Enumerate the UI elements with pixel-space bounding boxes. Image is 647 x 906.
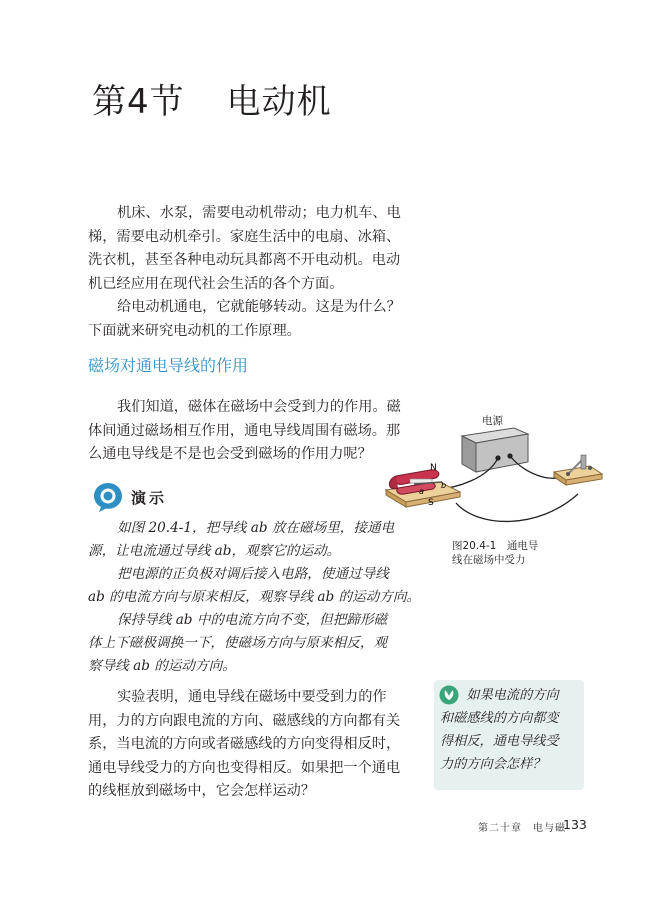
- section-title: [92, 74, 332, 123]
- subheading: 磁场对通电导线的作用: [88, 356, 249, 375]
- section-number: 第4节: [92, 82, 185, 122]
- text-line: 给电动机通电，它就能够转动。这是为什么？: [117, 299, 401, 315]
- caption-line: 线在磁场中受力: [452, 554, 526, 566]
- text-line: 力的方向会怎样？: [440, 757, 546, 772]
- text-line: 的线框放到磁场中，它会怎样运动？: [88, 783, 316, 800]
- text-line: 梯，需要电动机牵引。家庭生活中的电扇、冰箱、: [88, 228, 401, 245]
- caption-line: 图20.4-1 通电导: [452, 540, 539, 552]
- text-line: 机已经应用在现代社会生活的各个方面。: [88, 275, 344, 292]
- text-line: 我们知道，磁体在磁场中会受到力的作用。磁: [117, 399, 401, 415]
- text-line: 洗衣机，甚至各种电动玩具都离不开电动机。电动: [88, 252, 401, 269]
- demo-title: 演示: [131, 489, 168, 507]
- text-line: ab 的电流方向与原来相反，观察导线 ab 的运动方向。: [88, 589, 421, 605]
- text-line: 体间通过磁场相互作用，通电导线周围有磁场。那: [88, 422, 401, 439]
- wire: [456, 494, 578, 521]
- text-line: 如果电流的方向: [440, 688, 559, 703]
- text-line: 机床、水泵，需要电动机带动；电力机车、电: [117, 205, 401, 221]
- power-supply: [462, 428, 528, 472]
- intro-paragraph-2: [88, 296, 424, 343]
- text-line: 和磁感线的方向都变: [440, 711, 559, 726]
- page-number: 133: [563, 817, 587, 832]
- power-label: 电源: [482, 415, 503, 427]
- body-paragraph-2: [88, 686, 424, 804]
- text-line: 察导线 ab 的运动方向。: [88, 658, 236, 674]
- demo-paragraph-2: [88, 563, 422, 609]
- text-line: 把电源的正负极对调后接入电路，使通过导线: [117, 566, 389, 582]
- text-line: 通电导线受力的方向也变得相反。如果把一个通电: [88, 759, 401, 776]
- text-line: 用，力的方向跟电流的方向、磁感线的方向都有关: [88, 712, 401, 729]
- think-question: [440, 684, 580, 776]
- intro-paragraph-1: [88, 202, 424, 296]
- figure-caption: [452, 539, 538, 567]
- text-line: 得相反，通电导线受: [440, 734, 559, 749]
- text-line: 体上下磁极调换一下，使磁场方向与原来相反，观: [88, 635, 388, 651]
- text-line: 实验表明，通电导线在磁场中要受到力的作: [117, 689, 387, 705]
- text-line: 如图 20.4-1，把导线 ab 放在磁场里，接通电: [117, 520, 395, 536]
- body-paragraph-1: [88, 396, 424, 467]
- demo-paragraph-3: [88, 609, 422, 678]
- pole-n-label: N: [430, 463, 437, 473]
- demo-speech-bubble-icon: [92, 481, 124, 513]
- footer-chapter: 第二十章 电与磁: [478, 823, 566, 834]
- demo-paragraph-1: [88, 517, 422, 563]
- text-line: 源，让电流通过导线 ab，观察它的运动。: [88, 543, 341, 559]
- switch: [554, 455, 602, 485]
- figure-20-4-1: [378, 408, 608, 538]
- pole-s-label: S: [428, 498, 434, 508]
- wire-b-label: b: [441, 481, 447, 490]
- text-line: 下面就来研究电动机的工作原理。: [88, 322, 301, 339]
- section-name: 电动机: [226, 82, 332, 122]
- wire-a-label: a: [419, 487, 424, 496]
- text-line: 保持导线 ab 中的电流方向不变，但把蹄形磁: [117, 612, 388, 628]
- text-line: 么通电导线是不是也会受到磁场的作用力呢？: [88, 446, 372, 463]
- text-line: 系，当电流的方向或者磁感线的方向变得相反时，: [88, 736, 401, 753]
